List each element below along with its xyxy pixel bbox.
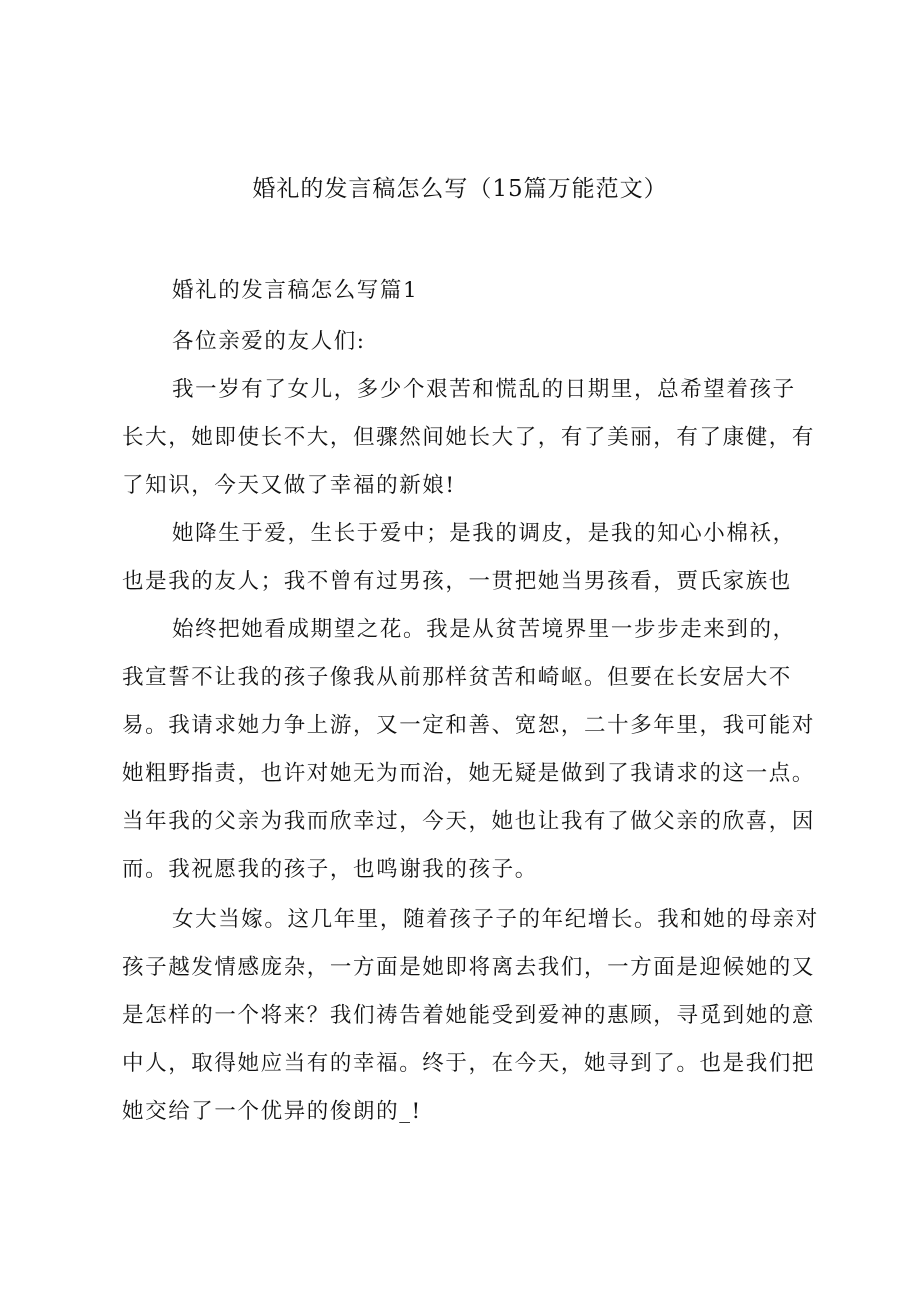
- paragraph-line: 她粗野指责，也许对她无为而治，她无疑是做到了我请求的这一点。: [122, 761, 816, 786]
- paragraph-line: 而。我祝愿我的孩子，也鸣谢我的孩子。: [122, 857, 538, 882]
- section-heading: 婚礼的发言稿怎么写篇1: [172, 278, 419, 303]
- paragraph-line: 是怎样的一个将来？我们祷告着她能受到爱神的惠顾，寻觅到她的意: [122, 1003, 816, 1028]
- paragraph-line: 当年我的父亲为我而欣幸过，今天，她也让我有了做父亲的欣喜，因: [122, 809, 816, 834]
- salutation: 各位亲爱的友人们:: [172, 329, 366, 354]
- paragraph-line: 了知识，今天又做了幸福的新娘!: [122, 473, 456, 498]
- paragraph-line: 中人，取得她应当有的幸福。终于，在今天，她寻到了。也是我们把: [122, 1051, 816, 1076]
- paragraph-line: 我一岁有了女儿，多少个艰苦和慌乱的日期里，总希望着孩子: [172, 377, 796, 402]
- paragraph-line: 也是我的友人；我不曾有过男孩，一贯把她当男孩看，贾氏家族也: [122, 569, 792, 594]
- page-title: 婚礼的发言稿怎么写（15篇万能范文）: [252, 176, 668, 202]
- paragraph-line: 她降生于爱，生长于爱中；是我的调皮，是我的知心小棉袄，: [172, 521, 796, 546]
- paragraph-line: 长大，她即使长不大，但骤然间她长大了，有了美丽，有了康健，有: [122, 425, 816, 450]
- paragraph-line: 始终把她看成期望之花。我是从贫苦境界里一步步走来到的，: [172, 617, 796, 642]
- paragraph-line: 易。我请求她力争上游，又一定和善、宽恕，二十多年里，我可能对: [122, 713, 816, 738]
- paragraph-line: 我宣誓不让我的孩子像我从前那样贫苦和崎岖。但要在长安居大不: [122, 665, 792, 690]
- paragraph-line: 孩子越发情感庞杂，一方面是她即将离去我们，一方面是迎候她的又: [122, 955, 816, 980]
- paragraph-line: 女大当嫁。这几年里，随着孩子子的年纪增长。我和她的母亲对: [172, 907, 819, 932]
- paragraph-line: 她交给了一个优异的俊朗的_!: [122, 1099, 422, 1124]
